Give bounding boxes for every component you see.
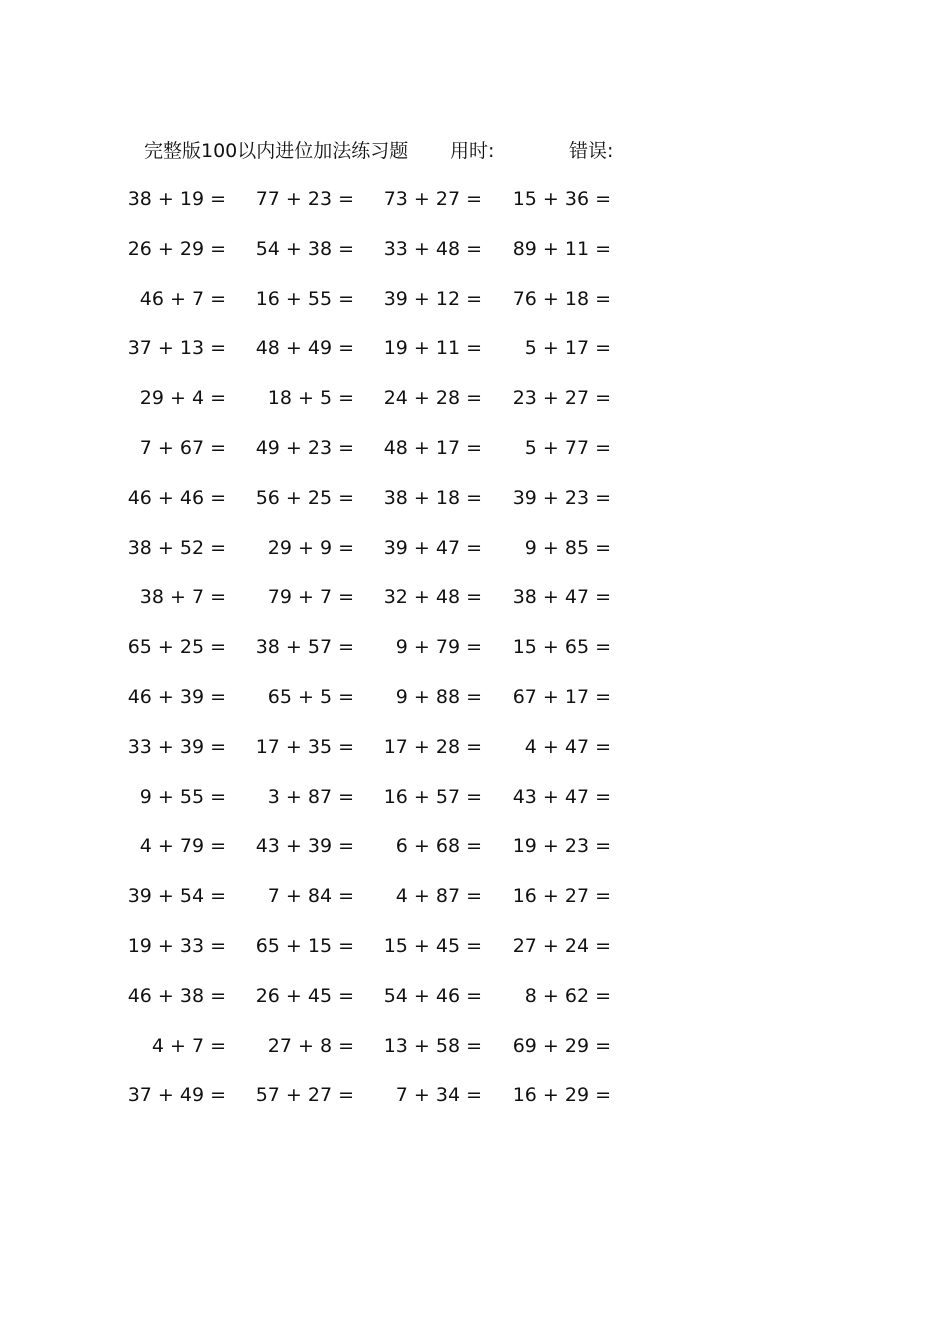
addition-problem-r8-c2: 29 + 9 = <box>267 536 354 559</box>
addition-problem-r11-c3: 9 + 88 = <box>395 686 482 708</box>
addition-problem-r17-c2: 26 + 45 = <box>255 984 354 1007</box>
addition-problem-r10-c4: 15 + 65 = <box>512 636 611 659</box>
addition-problem-r19-c1: 37 + 49 = <box>127 1084 226 1107</box>
addition-problem-r14-c4: 19 + 23 = <box>512 835 611 858</box>
addition-problem-r3-c4: 76 + 18 = <box>512 287 611 310</box>
addition-problem-r5-c2: 18 + 5 = <box>267 387 354 410</box>
addition-problem-r14-c3: 6 + 68 = <box>395 835 482 858</box>
addition-problem-r5-c4: 23 + 27 = <box>512 387 611 410</box>
addition-problem-r15-c4: 16 + 27 = <box>512 885 611 908</box>
addition-problem-r2-c2: 54 + 38 = <box>255 237 354 260</box>
addition-problem-r11-c4: 67 + 17 = <box>512 686 611 708</box>
addition-problem-r16-c3: 15 + 45 = <box>383 935 482 957</box>
addition-problem-r15-c2: 7 + 84 = <box>267 885 354 908</box>
addition-problem-r12-c4: 4 + 47 = <box>524 735 611 758</box>
addition-problem-r19-c4: 16 + 29 = <box>512 1084 611 1107</box>
addition-problem-r11-c1: 46 + 39 = <box>127 686 226 708</box>
addition-problem-r7-c4: 39 + 23 = <box>512 486 611 509</box>
addition-problem-r7-c1: 46 + 46 = <box>127 486 226 509</box>
addition-problem-r5-c1: 29 + 4 = <box>139 387 226 410</box>
addition-problem-r6-c1: 7 + 67 = <box>139 437 226 459</box>
addition-problem-r19-c3: 7 + 34 = <box>395 1084 482 1107</box>
addition-problem-r13-c2: 3 + 87 = <box>267 785 354 808</box>
addition-problem-r10-c2: 38 + 57 = <box>255 636 354 659</box>
addition-problem-r18-c1: 4 + 7 = <box>151 1034 226 1057</box>
addition-problem-r13-c1: 9 + 55 = <box>139 785 226 808</box>
addition-problem-r12-c1: 33 + 39 = <box>127 735 226 758</box>
addition-problem-r16-c4: 27 + 24 = <box>512 935 611 957</box>
addition-problem-r16-c1: 19 + 33 = <box>127 935 226 957</box>
addition-problem-r4-c2: 48 + 49 = <box>255 337 354 360</box>
addition-problem-r3-c2: 16 + 55 = <box>255 287 354 310</box>
worksheet-title: 完整版100以内进位加法练习题 <box>144 140 409 162</box>
addition-problem-r13-c4: 43 + 47 = <box>512 785 611 808</box>
addition-problem-r8-c4: 9 + 85 = <box>524 536 611 559</box>
addition-problem-r8-c3: 39 + 47 = <box>383 536 482 559</box>
addition-problem-r10-c1: 65 + 25 = <box>127 636 226 659</box>
addition-problem-r4-c3: 19 + 11 = <box>383 337 482 360</box>
addition-problem-r17-c3: 54 + 46 = <box>383 984 482 1007</box>
errors-label: 错误: <box>569 140 614 162</box>
addition-problem-r7-c3: 38 + 18 = <box>383 486 482 509</box>
addition-problem-r1-c3: 73 + 27 = <box>383 188 482 210</box>
addition-problem-r16-c2: 65 + 15 = <box>255 935 354 957</box>
addition-problem-r12-c3: 17 + 28 = <box>383 735 482 758</box>
addition-problem-r6-c4: 5 + 77 = <box>524 437 611 459</box>
addition-problem-r9-c1: 38 + 7 = <box>139 586 226 609</box>
addition-problem-r9-c3: 32 + 48 = <box>383 586 482 609</box>
addition-problem-r6-c3: 48 + 17 = <box>383 437 482 459</box>
addition-problem-r1-c1: 38 + 19 = <box>127 188 226 210</box>
addition-problem-r2-c3: 33 + 48 = <box>383 237 482 260</box>
addition-problem-r14-c2: 43 + 39 = <box>255 835 354 858</box>
addition-problem-r4-c1: 37 + 13 = <box>127 337 226 360</box>
time-label: 用时: <box>450 140 495 162</box>
addition-problem-r5-c3: 24 + 28 = <box>383 387 482 410</box>
addition-problem-r18-c3: 13 + 58 = <box>383 1034 482 1057</box>
addition-problem-r17-c1: 46 + 38 = <box>127 984 226 1007</box>
addition-problem-r8-c1: 38 + 52 = <box>127 536 226 559</box>
addition-problem-r11-c2: 65 + 5 = <box>267 686 354 708</box>
addition-problem-r12-c2: 17 + 35 = <box>255 735 354 758</box>
addition-problem-r13-c3: 16 + 57 = <box>383 785 482 808</box>
addition-problem-r3-c1: 46 + 7 = <box>139 287 226 310</box>
addition-problem-r3-c3: 39 + 12 = <box>383 287 482 310</box>
addition-problem-r7-c2: 56 + 25 = <box>255 486 354 509</box>
addition-problem-r9-c2: 79 + 7 = <box>267 586 354 609</box>
addition-problem-r19-c2: 57 + 27 = <box>255 1084 354 1107</box>
addition-problem-r1-c2: 77 + 23 = <box>255 188 354 210</box>
addition-problem-r14-c1: 4 + 79 = <box>139 835 226 858</box>
addition-problem-r6-c2: 49 + 23 = <box>255 437 354 459</box>
addition-problem-r17-c4: 8 + 62 = <box>524 984 611 1007</box>
addition-problem-r10-c3: 9 + 79 = <box>395 636 482 659</box>
addition-problem-r15-c3: 4 + 87 = <box>395 885 482 908</box>
addition-problem-r15-c1: 39 + 54 = <box>127 885 226 908</box>
addition-problem-r1-c4: 15 + 36 = <box>512 188 611 210</box>
addition-problem-r2-c4: 89 + 11 = <box>512 237 611 260</box>
addition-problem-r18-c4: 69 + 29 = <box>512 1034 611 1057</box>
addition-problem-r4-c4: 5 + 17 = <box>524 337 611 360</box>
addition-problem-r18-c2: 27 + 8 = <box>267 1034 354 1057</box>
addition-problem-r9-c4: 38 + 47 = <box>512 586 611 609</box>
addition-problem-r2-c1: 26 + 29 = <box>127 237 226 260</box>
